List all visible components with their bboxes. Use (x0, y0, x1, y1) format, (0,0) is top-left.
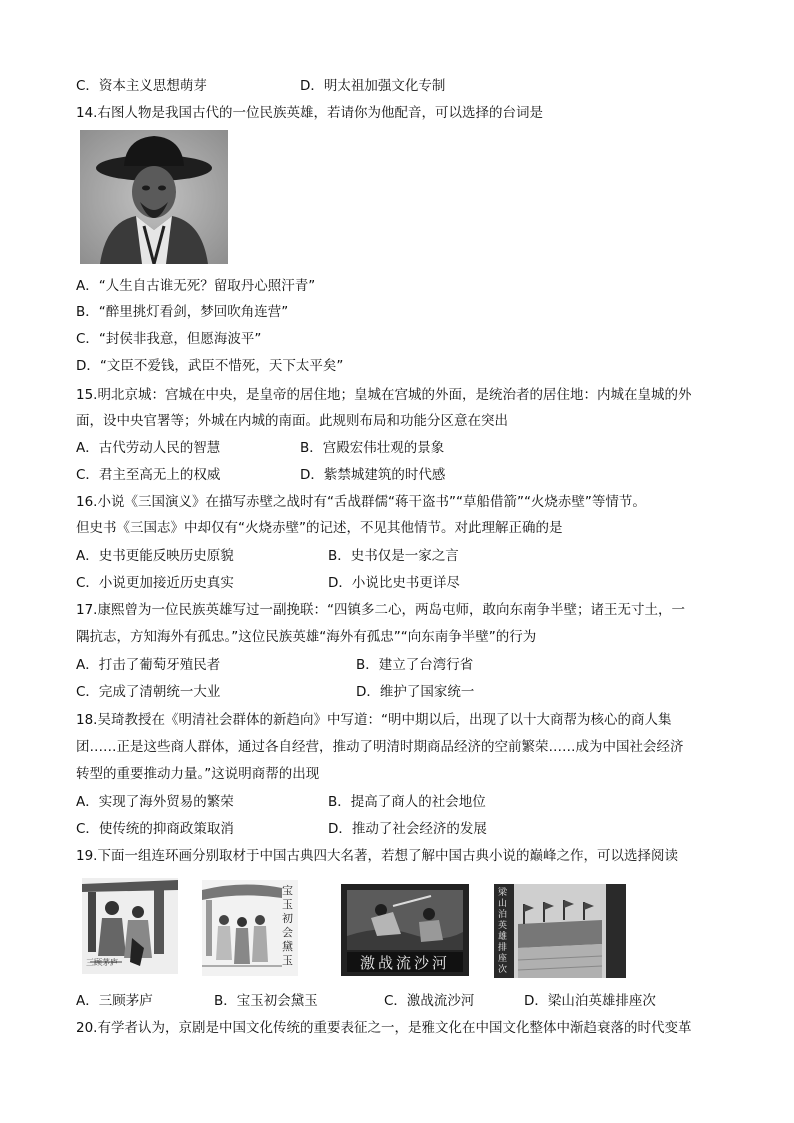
question-18-line-3: 转型的重要推动力量。”这说明商帮的出现 (76, 766, 320, 782)
question-20-stem: 20.有学者认为，京剧是中国文化传统的重要表征之一，是雅文化在中国文化整体中渐趋衰落的时代变革 (76, 1020, 692, 1036)
question-18-option-c: C．使传统的抑商政策取消 (76, 821, 234, 837)
question-17-option-d: D．维护了国家统一 (356, 684, 475, 700)
question-14-option-c: C．“封侯非我意，但愿海波平” (76, 331, 262, 347)
question-16-option-b: B．史书仅是一家之言 (328, 548, 459, 564)
question-14-option-d: D．“文臣不爱钱，武臣不惜死，天下太平矣” (76, 358, 344, 374)
comic-image-liangshanbo (494, 884, 626, 978)
question-15-option-d: D．紫禁城建筑的时代感 (300, 467, 446, 483)
question-19-option-c: C．激战流沙河 (384, 993, 475, 1009)
comic-image-sangu-maolu (82, 878, 178, 974)
question-15-line-1: 15.明北京城：宫城在中央，是皇帝的居住地；皇城在宫城的外面，是统治者的居住地：内城在皇城的外 (76, 387, 692, 403)
question-18-line-1: 18.吴琦教授在《明清社会群体的新趋向》中写道：“明中期以后，出现了以十大商帮为核心的商人集 (76, 712, 672, 728)
question-17-option-a: A．打击了葡萄牙殖民者 (76, 657, 221, 673)
question-14-option-b: B．“醉里挑灯看剑，梦回吹角连营” (76, 304, 289, 320)
option-c: C．资本主义思想萌芽 (76, 78, 207, 94)
comic-vertical-title-2: 宝玉初会黛玉 (282, 884, 293, 967)
hero-portrait-image (80, 130, 228, 264)
question-17-option-b: B．建立了台湾行省 (356, 657, 474, 673)
question-17-option-c: C．完成了清朝统一大业 (76, 684, 221, 700)
question-18-line-2: 团……正是这些商人群体，通过各自经营，推动了明清时期商品经济的空前繁荣……成为中国社会经济 (76, 739, 684, 755)
question-19-option-a: A．三顾茅庐 (76, 993, 153, 1009)
question-19-option-b: B．宝玉初会黛玉 (214, 993, 318, 1009)
question-18-option-a: A．实现了海外贸易的繁荣 (76, 794, 234, 810)
question-18-option-d: D．推动了社会经济的发展 (328, 821, 487, 837)
question-18-option-b: B．提高了商人的社会地位 (328, 794, 486, 810)
question-15-line-2: 面，设中央官署等；外城在内城的南面。此规则布局和功能分区意在突出 (76, 413, 508, 429)
question-16-option-d: D．小说比史书更详尽 (328, 575, 460, 591)
question-14-option-a: A．“人生自古谁无死？留取丹心照汗青” (76, 278, 316, 294)
question-16-option-c: C．小说更加接近历史真实 (76, 575, 234, 591)
comic-caption-1: 三顾茅庐 (86, 958, 118, 967)
question-16-line-1: 16.小说《三国演义》在描写赤壁之战时有“舌战群儒“蒋干盗书”“草船借箭”“火烧赤壁”等情节。 (76, 494, 646, 510)
question-17-line-2: 隅抗志，方知海外有孤忠。”这位民族英雄“海外有孤忠”“向东南争半壁”的行为 (76, 629, 537, 645)
question-16-line-2: 但史书《三国志》中却仅有“火烧赤壁”的记述，不见其他情节。对此理解正确的是 (76, 520, 563, 536)
comic-image-jizhan-liushahe (341, 884, 469, 976)
question-14-stem: 14.右图人物是我国古代的一位民族英雄，若请你为他配音，可以选择的台词是 (76, 105, 543, 121)
question-16-option-a: A．史书更能反映历史原貌 (76, 548, 234, 564)
question-15-option-b: B．宫殿宏伟壮观的景象 (300, 440, 445, 456)
question-15-option-a: A．古代劳动人民的智慧 (76, 440, 221, 456)
option-d: D．明太祖加强文化专制 (300, 78, 446, 94)
comic-vertical-title-4: 梁山泊英雄排座次 (498, 888, 508, 975)
question-19-stem: 19.下面一组连环画分别取材于中国古典四大名著，若想了解中国古典小说的巅峰之作，可以选择阅读 (76, 848, 678, 864)
question-17-line-1: 17.康熙曾为一位民族英雄写过一副挽联：“四镇多二心，两岛屯师，敢向东南争半壁；诸王无寸土，一 (76, 602, 685, 618)
question-15-option-c: C．君主至高无上的权威 (76, 467, 221, 483)
comic-banner-title-3: 激战流沙河 (359, 954, 450, 972)
comic-image-baoyu-daiyu (202, 880, 298, 976)
question-19-option-d: D．梁山泊英雄排座次 (524, 993, 656, 1009)
